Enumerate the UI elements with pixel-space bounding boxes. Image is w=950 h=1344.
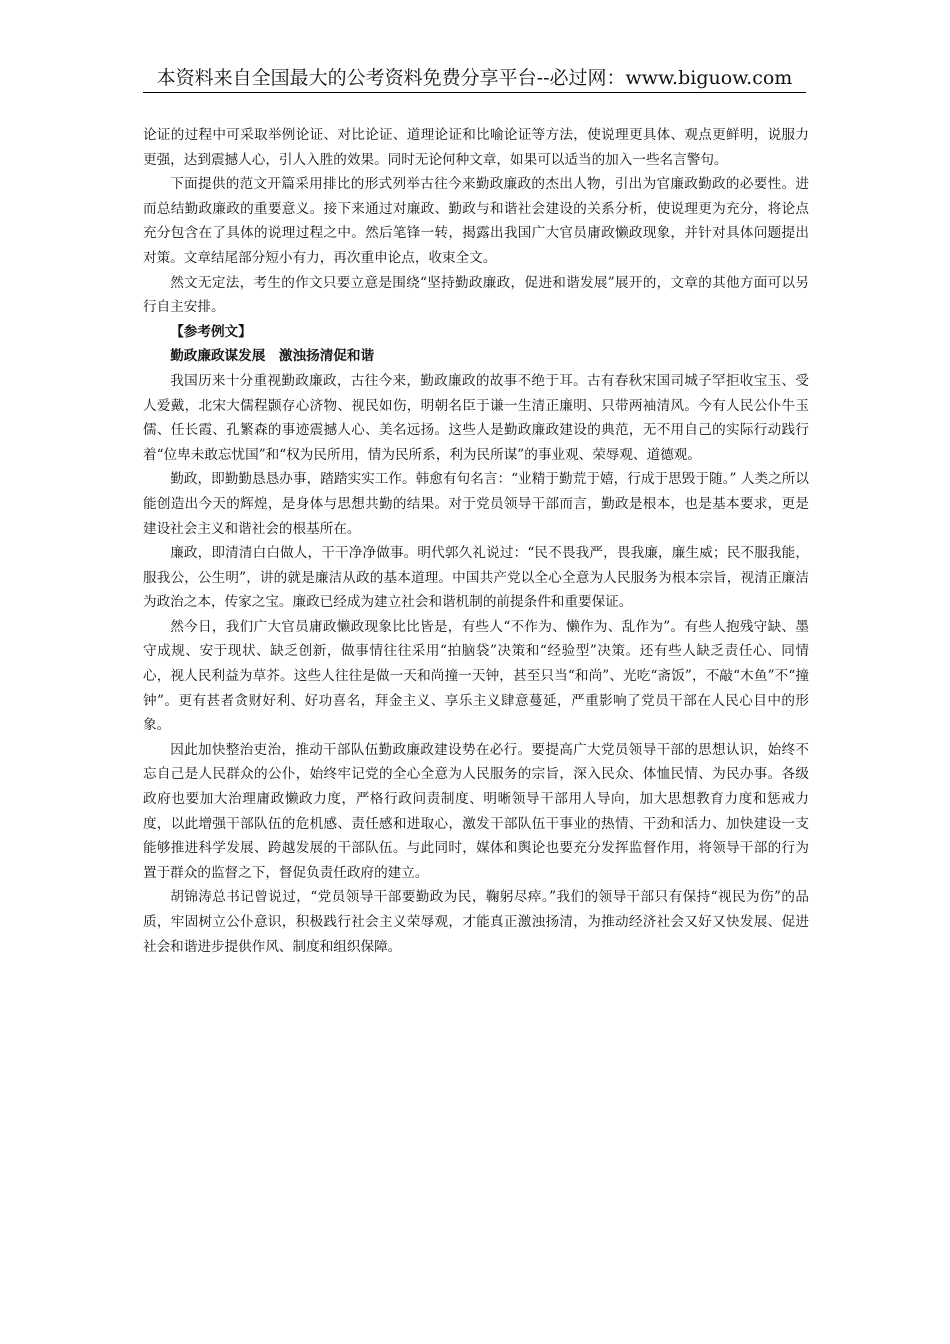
essay-paragraph-4: 然今日，我们广大官员庸政懒政现象比比皆是，有些人“不作为、懒作为、乱作为”。有些人抱残守缺、墨守成规、安于现状、缺乏创新，做事情往往采用“拍脑袋”决策和“经验型”决策。还有些人缺乏责任心、同情心，视人民利益为草芥。这些人往往是做一天和尚撞一天钟，甚至只当“和尚”、光吃“斋饭”，不敲“木鱼”不“撞钟”。更有甚者贪财好利、好功喜名，拜金主义、享乐主义肆意蔓延，严重影响了党员干部在人民心目中的形象。: [143, 618, 809, 734]
essay-paragraph-6: 胡锦涛总书记曾说过，“党员领导干部要勤政为民，鞠躬尽瘁。”我们的领导干部只有保持“视民为伤”的品质，牢固树立公仆意识，积极践行社会主义荣辱观，才能真正激浊扬清，为推动经济社会又好又快发展、促进社会和谐进步提供作风、制度和组织保障。: [143, 889, 809, 955]
essay-paragraph-3: 廉政，即清清白白做人，干干净净做事。明代郭久礼说过：“民不畏我严，畏我廉，廉生威；民不服我能，服我公，公生明”，讲的就是廉洁从政的基本道理。中国共产党以全心全意为人民服务为根本宗旨，视清正廉洁为政治之本，传家之宝。廉政已经成为建立社会和谐机制的前提条件和重要保证。: [143, 545, 809, 611]
essay-paragraph-5: 因此加快整治吏治，推动干部队伍勤政廉政建设势在必行。要提高广大党员领导干部的思想认识，始终不忘自己是人民群众的公仆，始终牢记党的全心全意为人民服务的宗旨，深入民众、体恤民情、为民办事。各级政府也要加大治理庸政懒政力度，严格行政问责制度、明晰领导干部用人导向，加大思想教育力度和惩戒力度，以此增强干部队伍的危机感、责任感和进取心，激发干部队伍干事业的热情、干劲和活力、加快建设一支能够推进科学发展、跨越发展的干部队伍。与此同时，媒体和舆论也要充分发挥监督作用，将领导干部的行为置于群众的监督之下，督促负责任政府的建立。: [143, 741, 809, 881]
essay-paragraph-2: 勤政，即勤勤恳恳办事，踏踏实实工作。韩愈有句名言：“业精于勤荒于嬉，行成于思毁于随。” 人类之所以能创造出今天的辉煌，是身体与思想共勤的结果。对于党员领导干部而言，勤政是根本，也是基本要求，更是建设社会主义和谐社会的根基所在。: [143, 471, 809, 537]
essay-paragraph-1: 我国历来十分重视勤政廉政，古往今来，勤政廉政的故事不绝于耳。古有春秋宋国司城子罕拒收宝玉、受人爱戴，北宋大儒程颢存心济物、视民如伤，明朝名臣于谦一生清正廉明、只带两袖清风。今有人民公仆牛玉儒、任长霞、孔繁森的事迹震撼人心、美名远扬。这些人是勤政廉政建设的典范，无不用自己的实际行动践行着“位卑未敢忘忧国”和“权为民所用，情为民所系，利为民所谋”的事业观、荣辱观、道德观。: [143, 372, 809, 463]
paragraph-note: 然文无定法，考生的作文只要立意是围绕“坚持勤政廉政，促进和谐发展”展开的，文章的其他方面可以另行自主安排。: [143, 274, 809, 316]
paragraph-continued: 论证的过程中可采取举例论证、对比论证、道理论证和比喻论证等方法，使说理更具体、观点更鲜明，说服力更强，达到震撼人心，引人入胜的效果。同时无论何种文章，如果可以适当的加入一些名言警句。: [143, 127, 809, 168]
essay-title: 勤政廉政谋发展 激浊扬清促和谐: [170, 348, 375, 365]
paragraph-analysis: 下面提供的范文开篇采用排比的形式列举古往今来勤政廉政的杰出人物，引出为官廉政勤政的必要性。进而总结勤政廉政的重要意义。接下来通过对廉政、勤政与和谐社会建设的关系分析，使说理更为充分，将论点充分包含在了具体的说理过程之中。然后笔锋一转，揭露出我国广大官员庸政懒政现象，并针对具体问题提出对策。文章结尾部分短小有力，再次重申论点，收束全文。: [143, 176, 809, 266]
document-body: [143, 123, 809, 959]
header-text: 本资料来自全国最大的公考资料免费分享平台--必过网：www.biguow.com: [156, 67, 793, 89]
section-heading: 【参考例文】: [170, 323, 252, 340]
page-header: [143, 66, 806, 93]
